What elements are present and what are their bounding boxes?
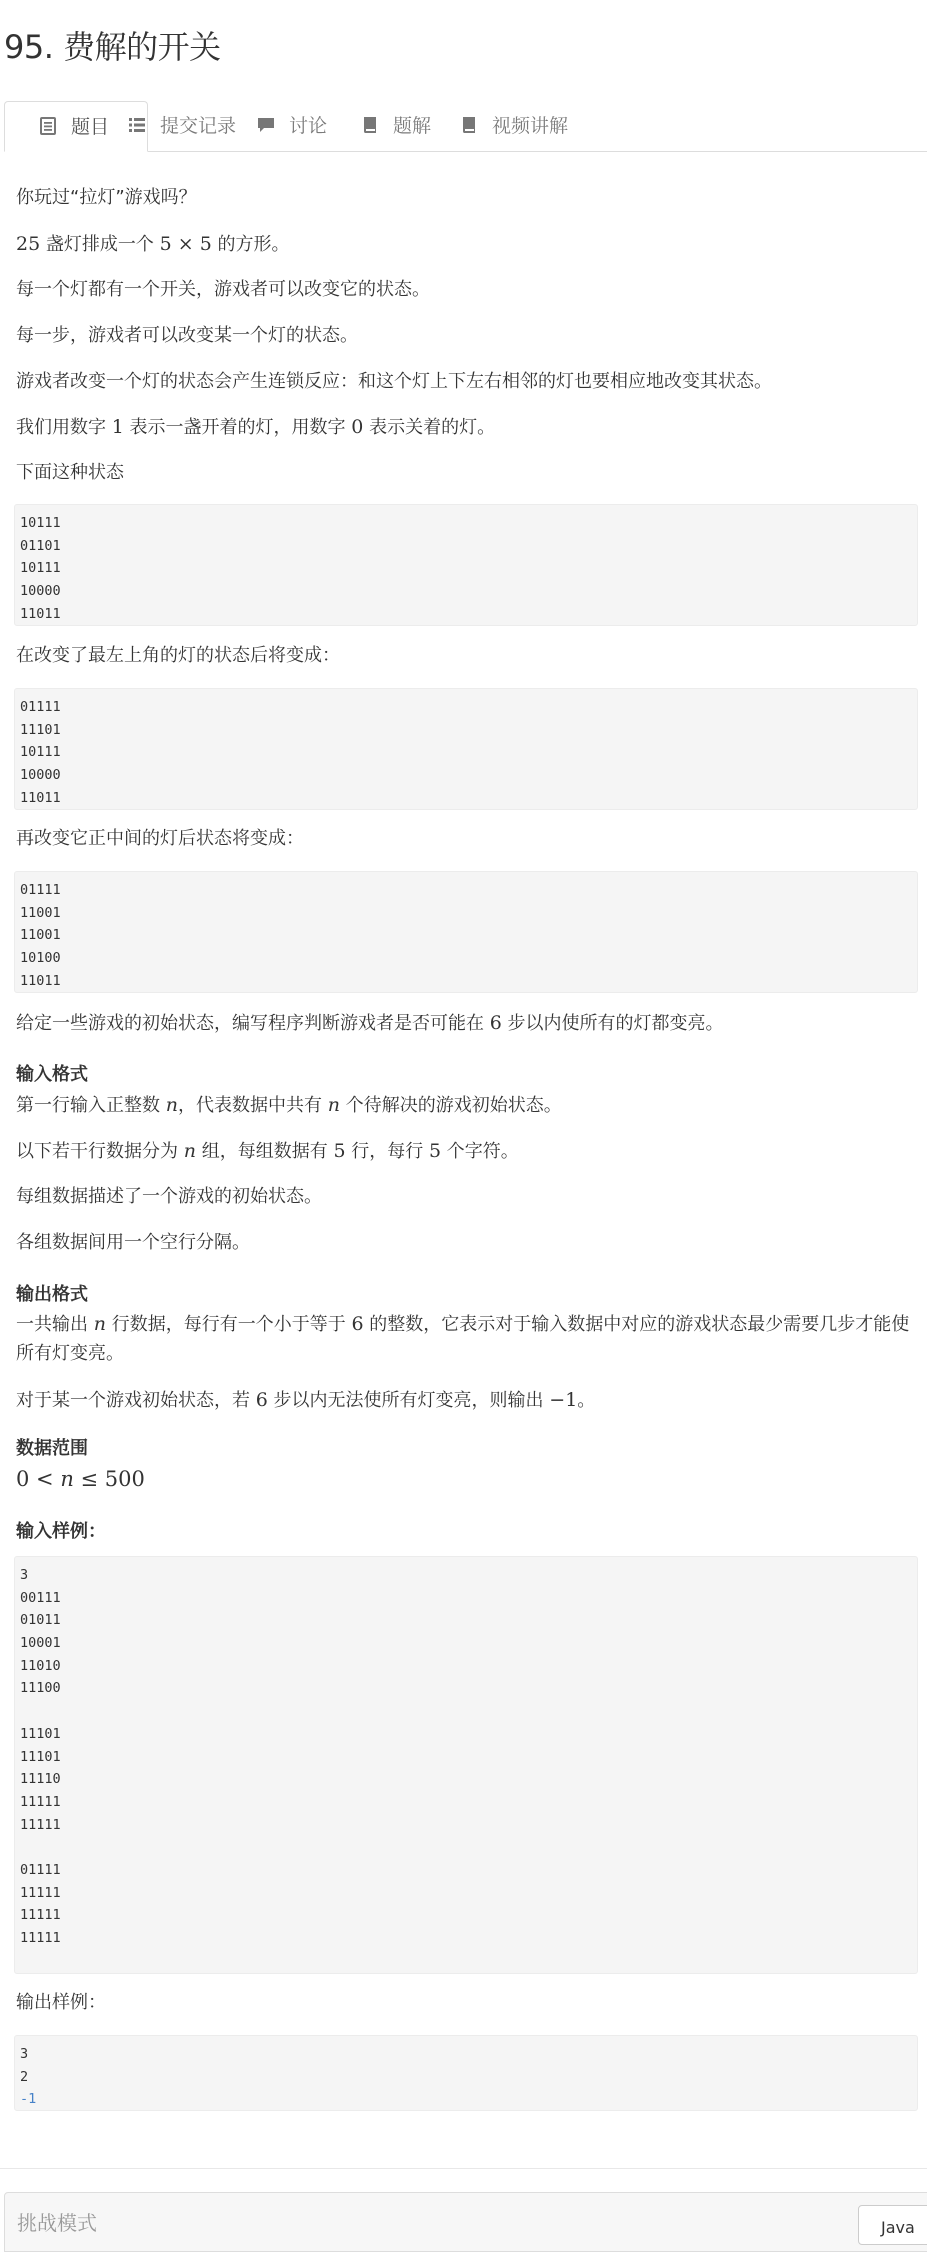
math-n: n (60, 1467, 74, 1491)
math-0: 0 (351, 416, 364, 438)
math-5: 5 (428, 1140, 442, 1162)
math-neg1: −1 (549, 1389, 578, 1411)
math-1: 1 (111, 416, 124, 438)
tab-label: 讨论 (289, 115, 328, 137)
math-5: 5 (333, 1140, 346, 1162)
book-icon (361, 116, 379, 134)
tab-problem[interactable] (4, 101, 148, 152)
code-line: 11010 (20, 1657, 61, 1674)
input-format-line2 (16, 1137, 519, 1166)
code-line: 11111 (20, 1907, 61, 1924)
math-text: 0 < (16, 1467, 61, 1491)
text: 个字符。 (441, 1141, 519, 1162)
statement-chain: 游戏者改变一个灯的状态会产生连锁反应：和这个灯上下左右相邻的灯也要相应地改变其状态。 (16, 371, 772, 392)
text: 行数据，每行有一个小于等于 (105, 1314, 352, 1335)
challenge-mode-panel (4, 2192, 927, 2252)
tab-label: 提交记录 (160, 115, 237, 137)
code-line: 01011 (20, 1612, 61, 1629)
code-line: 3 (20, 2046, 29, 2062)
math-n: n (327, 1094, 340, 1116)
sample-output-block (14, 2035, 918, 2111)
math-6: 6 (351, 1313, 364, 1335)
code-line: 11011 (20, 972, 61, 989)
input-format-heading: 输入格式 (16, 1064, 88, 1085)
code-line: 11111 (20, 1816, 61, 1833)
statement-grid-size (16, 230, 290, 259)
code-line: 11111 (20, 1930, 61, 1946)
statement-task (16, 1009, 724, 1038)
code-line: -1 (20, 2091, 37, 2108)
code-line: 11110 (20, 1771, 61, 1788)
code-line: 11101 (20, 721, 61, 738)
text: 给定一些游戏的初始状态，编写程序判断游戏者是否可能在 (16, 1013, 490, 1034)
tab-label: 题目 (71, 116, 110, 138)
range-heading: 数据范围 (16, 1438, 88, 1459)
text: ，代表数据中共有 (177, 1095, 328, 1116)
math-text: ≤ 500 (73, 1467, 145, 1491)
code-line: 11101 (20, 1725, 61, 1742)
code-line: 10000 (20, 583, 61, 600)
code-block-state2 (14, 688, 918, 810)
statement-switch: 每一个灯都有一个开关，游戏者可以改变它的状态。 (16, 279, 430, 300)
code-line: 11100 (20, 1680, 61, 1697)
code-line (20, 1836, 912, 1859)
tab-video[interactable] (460, 101, 568, 151)
input-format-line3: 每组数据描述了一个游戏的初始状态。 (16, 1186, 322, 1207)
sample-input-block (14, 1556, 918, 1974)
code-line: 00111 (20, 1589, 61, 1606)
code-line: 10111 (20, 560, 61, 577)
text: 行，每行 (345, 1141, 429, 1162)
code-line: 11011 (20, 605, 61, 622)
text: 个待解决的游戏初始状态。 (339, 1095, 562, 1116)
statement-after-topleft: 在改变了最左上角的灯的状态后将变成： (16, 645, 340, 666)
page-title: 95. 费解的开关 (4, 28, 221, 66)
output-format-line1 (16, 1310, 909, 1339)
math-n: n (165, 1094, 178, 1116)
statement-after-center: 再改变它正中间的灯后状态将变成： (16, 828, 304, 849)
code-line: 01111 (20, 882, 61, 898)
book-icon (460, 116, 478, 134)
code-line: 11111 (20, 1884, 61, 1901)
tab-bar (4, 101, 927, 152)
code-line: 3 (20, 1567, 29, 1583)
text: 对于某一个游戏初始状态，若 (16, 1390, 256, 1411)
statement-encoding (16, 413, 495, 442)
text: 第一行输入正整数 (16, 1095, 166, 1116)
math-5x5: 5 × 5 (159, 233, 212, 255)
statement-step: 每一步，游戏者可以改变某一个灯的状态。 (16, 325, 358, 346)
text: 我们用数字 (16, 417, 112, 438)
math-6: 6 (255, 1389, 268, 1411)
sample-input-heading: 输入样例： (16, 1521, 106, 1542)
text: 一共输出 (16, 1314, 94, 1335)
text: 步以内无法使所有灯变亮，则输出 (267, 1390, 550, 1411)
statement-intro: 你玩过“拉灯”游戏吗？ (16, 187, 197, 208)
tab-label: 题解 (393, 115, 432, 137)
code-line: 01111 (20, 699, 61, 715)
code-line: 01111 (20, 1861, 61, 1878)
text: 的方形。 (211, 234, 290, 255)
tab-label: 视频讲解 (492, 115, 569, 137)
input-format-line1 (16, 1091, 562, 1120)
statement-example-intro: 下面这种状态 (16, 462, 124, 483)
text: 盏灯排成一个 (40, 234, 160, 255)
math-n: n (93, 1313, 106, 1335)
code-line: 11001 (20, 904, 61, 921)
code-line: 11001 (20, 927, 61, 944)
tab-submissions[interactable] (128, 101, 236, 151)
output-format-line2 (16, 1386, 595, 1415)
tab-discussion[interactable] (257, 101, 327, 151)
text: 表示一盏开着的灯，用数字 (123, 417, 352, 438)
text: 步以内使所有的灯都变亮。 (501, 1013, 724, 1034)
text: 的整数，它表示对于输入数据中对应的游戏状态最少需要几步才能使 (363, 1314, 910, 1335)
output-format-line1-cont: 所有灯变亮。 (16, 1343, 124, 1364)
document-icon (39, 117, 57, 135)
text: 组，每组数据有 (195, 1141, 334, 1162)
output-format-heading: 输出格式 (16, 1284, 88, 1305)
text: 表示关着的灯。 (363, 417, 496, 438)
sample-output-heading: 输出样例： (16, 1992, 106, 2013)
code-block-state1 (14, 504, 918, 626)
code-line: 10000 (20, 767, 61, 784)
code-line: 10001 (20, 1635, 61, 1652)
language-select[interactable]: Java (858, 2205, 927, 2245)
chat-icon (257, 116, 275, 134)
code-line (20, 1700, 912, 1723)
code-line: 10100 (20, 950, 61, 967)
code-line: 01101 (20, 537, 61, 554)
code-line: 10111 (20, 744, 61, 761)
code-block-state3 (14, 871, 918, 993)
math-n: n (183, 1140, 196, 1162)
challenge-mode-label: 挑战模式 (17, 2211, 97, 2235)
text: 以下若干行数据分为 (16, 1141, 184, 1162)
code-line: 2 (20, 2068, 29, 2085)
input-format-line4: 各组数据间用一个空行分隔。 (16, 1232, 250, 1253)
text: 。 (577, 1390, 596, 1411)
list-icon (128, 116, 146, 134)
divider (0, 2168, 927, 2169)
code-line: 10111 (20, 515, 61, 531)
code-line: 11111 (20, 1793, 61, 1810)
code-line: 11101 (20, 1748, 61, 1765)
math-25: 25 (16, 233, 41, 255)
code-line: 11011 (20, 789, 61, 806)
math-6: 6 (489, 1012, 502, 1034)
range-expression (16, 1465, 145, 1493)
tab-solutions[interactable] (361, 101, 431, 151)
